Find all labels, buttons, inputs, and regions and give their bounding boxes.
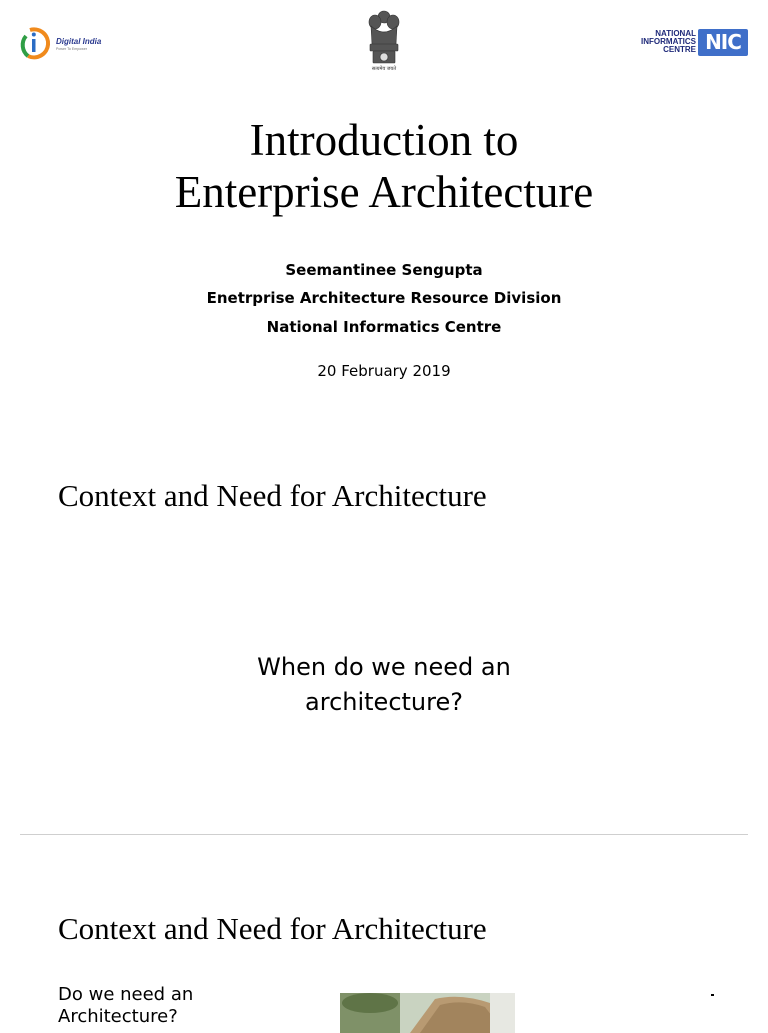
nic-logo: [632, 26, 752, 60]
presentation-date: 20 February 2019: [317, 362, 451, 380]
lion-capital-emblem-icon: [365, 8, 403, 66]
digital-india-mark-icon: [20, 22, 54, 62]
hut-photo: [340, 993, 515, 1033]
slide-question: [0, 650, 768, 720]
nic-line: NATIONAL: [655, 29, 696, 38]
digital-india-tagline: Power To Empower: [56, 47, 88, 51]
presentation-title: [0, 114, 768, 218]
question-line: When do we need an: [257, 653, 511, 681]
nic-wordmark: [641, 30, 696, 54]
title-line: Enterprise Architecture: [174, 167, 594, 217]
emblem-motto: सत्यमेव जयते: [371, 66, 397, 72]
title-line: Introduction to: [249, 115, 519, 165]
body-line: Do we need an: [58, 984, 194, 1005]
national-emblem: [365, 8, 403, 76]
nic-line: CENTRE: [663, 45, 696, 54]
stray-mark: [711, 994, 714, 996]
thatched-hut-image: [340, 993, 515, 1033]
section-heading: Context and Need for Architecture: [58, 478, 487, 513]
author-organization: National Informatics Centre: [266, 318, 502, 336]
question-line: architecture?: [305, 688, 463, 716]
digital-india-name: Digital India: [56, 37, 102, 46]
nic-line: INFORMATICS: [641, 37, 696, 46]
author-name: Seemantinee Sengupta: [285, 261, 483, 279]
section-heading: Context and Need for Architecture: [58, 911, 487, 946]
digital-india-logo: [20, 22, 104, 62]
nic-mark: NIC: [698, 29, 748, 56]
slide-body-text: [58, 984, 193, 1028]
slide-divider: [20, 834, 748, 835]
body-line: Architecture?: [58, 1006, 178, 1027]
author-division: Enetrprise Architecture Resource Division: [206, 289, 562, 307]
